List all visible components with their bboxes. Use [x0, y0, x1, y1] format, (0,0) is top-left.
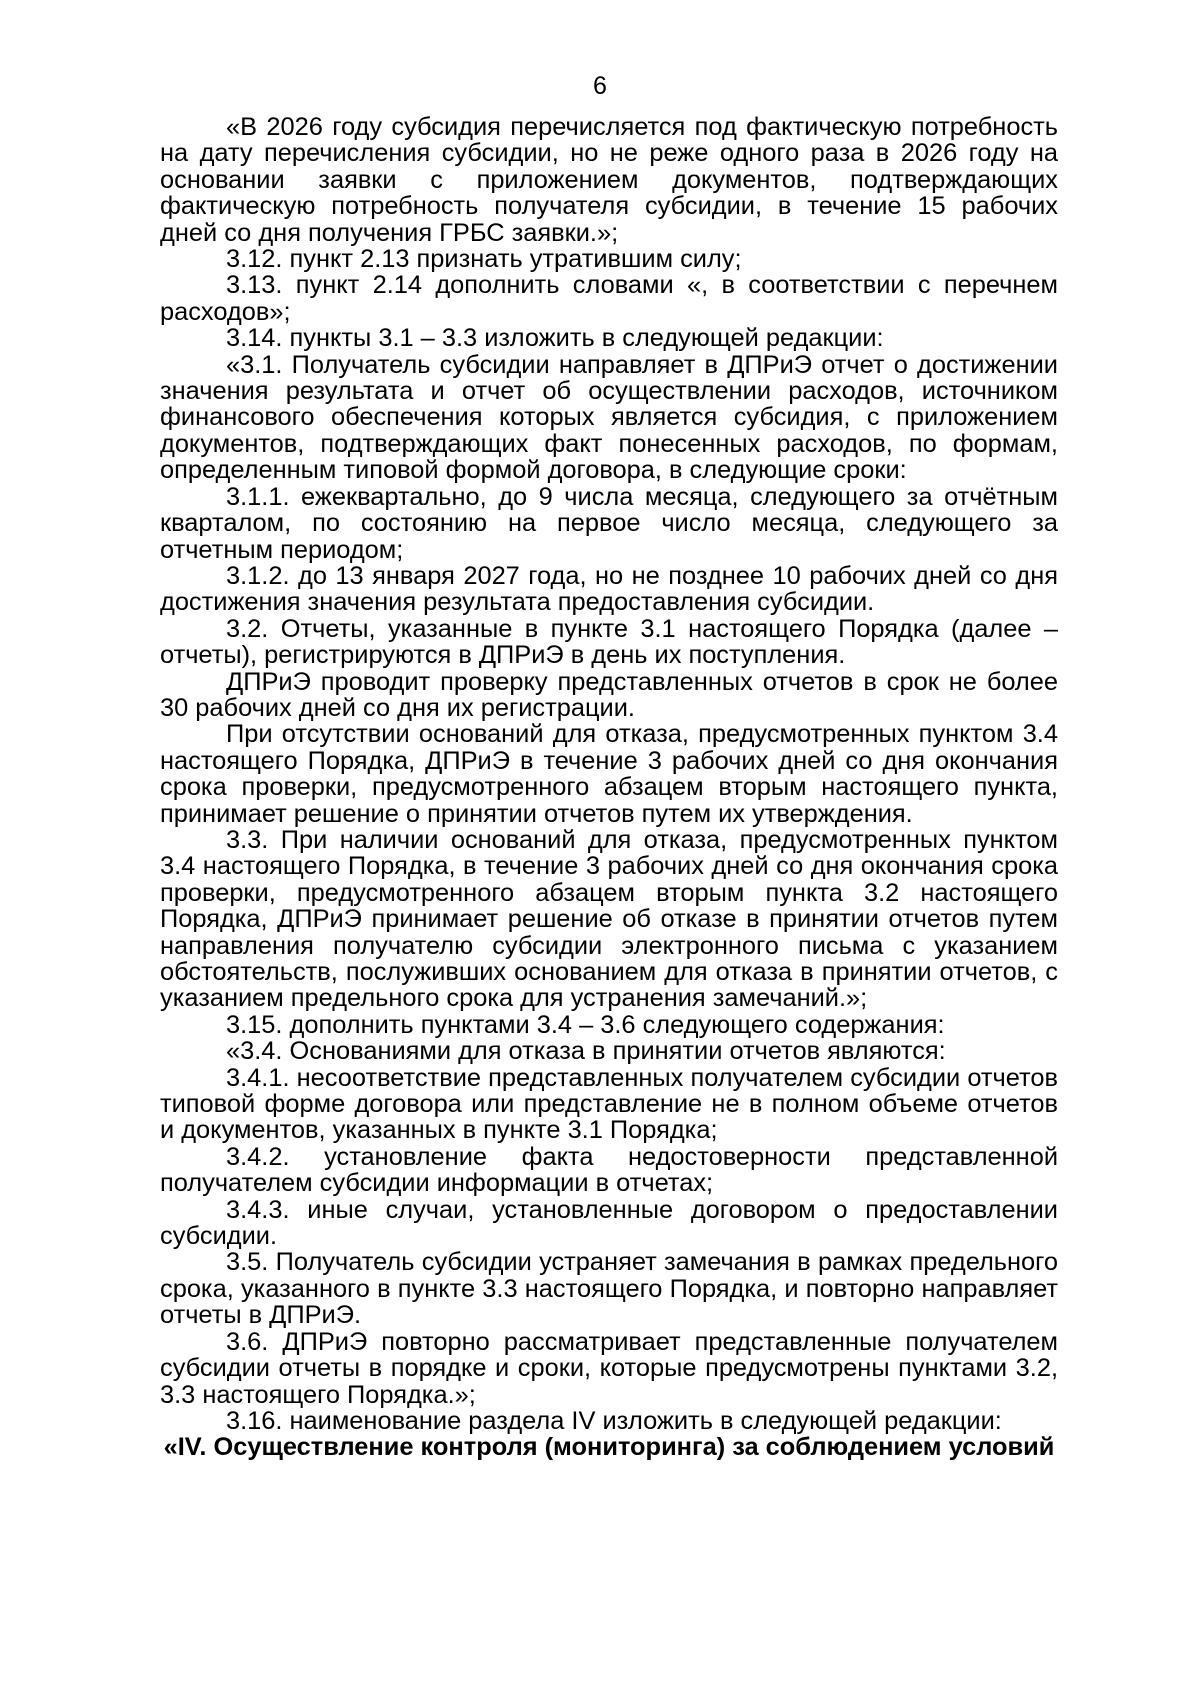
paragraph-3-14: 3.14. пункты 3.1 – 3.3 изложить в следующей редакции: — [226, 324, 884, 353]
paragraph-3-1-2: 3.1.2. до 13 января 2027 года, но не позднее 10 рабочих дней со дня достижения значения результата предоставления субсидии. — [160, 561, 1058, 617]
paragraph-3-5: 3.5. Получатель субсидии устраняет замечания в рамках предельного срока, указанного в пункте 3.3 настоящего Порядка, и повторно направляет отчеты в ДПРиЭ. — [160, 1248, 1058, 1330]
paragraph-subsidy-transfer: «В 2026 году субсидия перечисляется под фактическую потребность на дату перечисления субсидии, но не реже одного раза в 2026 году на основании заявки с приложением документов, подтверждающих фактическую потребность получателя субсидии, в течение 15 рабочих дней со дня получения ГРБС заявки.»; — [160, 113, 1058, 247]
paragraph-3-4-1: 3.4.1. несоответствие представленных получателем субсидии отчетов типовой форме договора или представление не в полном объеме отчетов и документов, указанных в пункте 3.1 Порядка; — [160, 1063, 1058, 1145]
paragraph-3-13: 3.13. пункт 2.14 дополнить словами «, в соответствии с перечнем расходов»; — [160, 271, 1058, 326]
paragraph-3-4-2: 3.4.2. установление факта недостоверности представленной получателем субсидии информации в отчетах; — [160, 1142, 1058, 1198]
paragraph-3-2: 3.2. Отчеты, указанные в пункте 3.1 настоящего Порядка (далее – отчеты), регистрируются в ДПРиЭ в день их поступления. — [160, 614, 1058, 670]
paragraph-3-1: «3.1. Получатель субсидии направляет в ДПРиЭ отчет о достижении значения результата и отчет об осуществлении расходов, источником финансового обеспечения которых является субсидия, с приложением документов, подтверждающих факт понесенных расходов, по формам, определенным типовой формой договора, в следующие сроки: — [160, 350, 1058, 485]
paragraph-3-4: «3.4. Основаниями для отказа в принятии отчетов являются: — [226, 1037, 946, 1066]
document-body — [160, 114, 1058, 1461]
paragraph-3-12: 3.12. пункт 2.13 признать утратившим силу; — [226, 245, 742, 274]
page-number: 6 — [593, 72, 607, 100]
paragraph-3-15: 3.15. дополнить пунктами 3.4 – 3.6 следующего содержания: — [226, 1010, 945, 1039]
paragraph-3-6: 3.6. ДПРиЭ повторно рассматривает представленные получателем субсидии отчеты в порядке и сроки, которые предусмотрены пунктами 3.2, 3.3 настоящего Порядка.»; — [160, 1327, 1058, 1409]
paragraph-3-1-1: 3.1.1. ежеквартально, до 9 числа месяца, следующего за отчётным кварталом, по состоянию на первое число месяца, следующего за отчетным периодом; — [160, 482, 1058, 564]
paragraph-3-4-3: 3.4.3. иные случаи, установленные договором о предоставлении субсидии. — [160, 1195, 1058, 1251]
section-heading: «IV. Осуществление контроля (мониторинга) за соблюдением условий — [163, 1433, 1055, 1462]
paragraph-3-16: 3.16. наименование раздела IV изложить в следующей редакции: — [226, 1406, 1002, 1435]
paragraph-3-2-check: ДПРиЭ проводит проверку представленных отчетов в срок не более 30 рабочих дней со дня их регистрации. — [160, 667, 1058, 722]
paragraph-3-2-approval: При отсутствии оснований для отказа, предусмотренных пунктом 3.4 настоящего Порядка, ДПРиЭ в течение 3 рабочих дней со дня окончания срока проверки, предусмотренного абзацем вторым настоящего пункта, принимает решение о принятии отчетов путем их утверждения. — [160, 720, 1058, 828]
paragraph-3-3: 3.3. При наличии оснований для отказа, предусмотренных пунктом 3.4 настоящего Порядка, в течение 3 рабочих дней со дня окончания срока проверки, предусмотренного абзацем вторым пункта 3.2 настоящего Порядка, ДПРиЭ принимает решение об отказе в принятии отчетов путем направления получателю субсидии электронного письма с указанием обстоятельств, послуживших основанием для отказа в принятии отчетов, с указанием предельного срока для устранения замечаний.»; — [160, 825, 1058, 1013]
